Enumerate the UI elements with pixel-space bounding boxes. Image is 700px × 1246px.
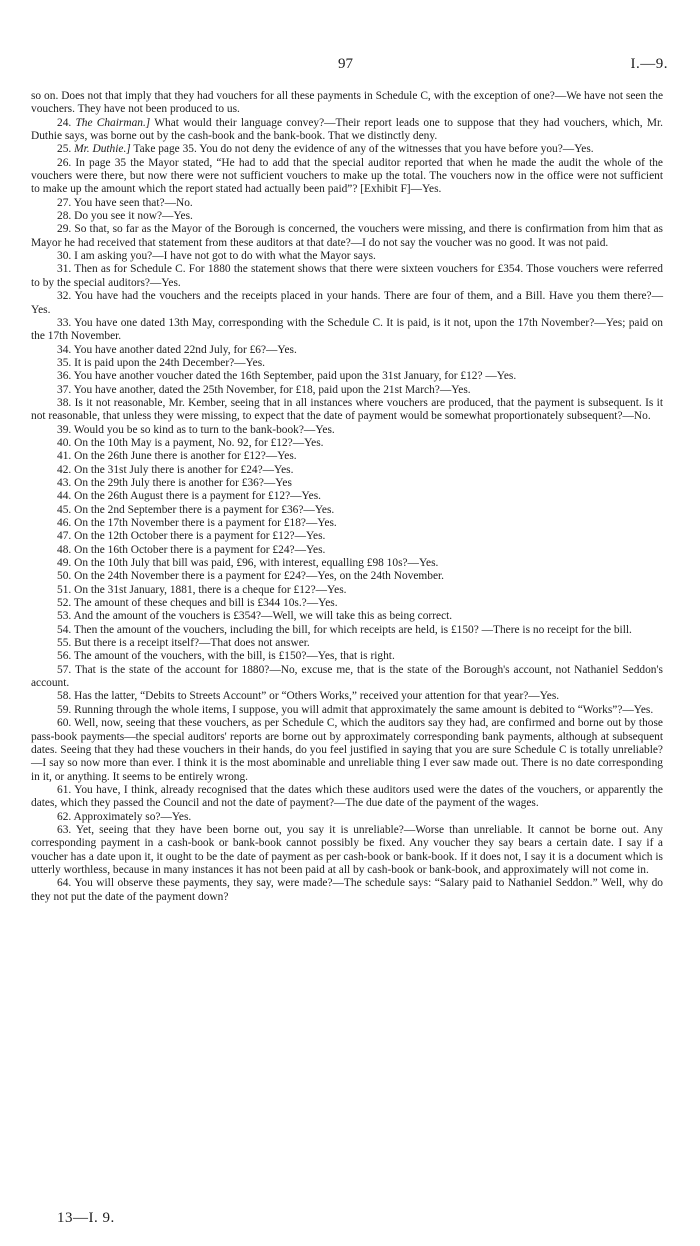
testimony-item <box>31 637 663 650</box>
testimony-text: So that, so far as the Mayor of the Borough is concerned, the vouchers were missing, and there is confirmation from him that as Mayor he had received that statement from these auditors at that date?—I do not say the voucher was no good. It was not paid. <box>31 223 663 249</box>
testimony-text: You have another voucher dated the 16th September, paid upon the 31st January, for £12? —Yes. <box>73 370 517 383</box>
question-number: 54. <box>57 623 72 636</box>
continued-text <box>31 90 663 117</box>
question-number: 44. <box>57 490 72 503</box>
question-number: 41. <box>57 450 72 463</box>
question-number: 56. <box>57 650 72 663</box>
question-number: 49. <box>57 557 72 570</box>
testimony-item <box>31 517 663 530</box>
testimony-text: I am asking you?—I have not got to do with what the Mayor says. <box>74 250 376 263</box>
testimony-text: The amount of the vouchers, with the bill, is £150?—Yes, that is right. <box>73 650 395 663</box>
testimony-item <box>31 263 663 290</box>
testimony-item <box>31 210 663 223</box>
testimony-item <box>31 397 663 424</box>
testimony-text: You have had the vouchers and the receipts placed in your hands. There are four of them, and a Bill. Have you them there?—Yes. <box>31 290 663 316</box>
question-number: 48. <box>57 543 72 556</box>
testimony-item <box>31 504 663 517</box>
testimony-item <box>31 424 663 437</box>
question-number: 29. <box>57 223 72 236</box>
testimony-text: On the 26th August there is a payment for £12?—Yes. <box>74 490 321 503</box>
question-number: 25. <box>57 143 72 156</box>
testimony-item <box>31 690 663 703</box>
testimony-item <box>31 824 663 877</box>
testimony-text: You have seen that?—No. <box>73 196 193 209</box>
signature-mark: 13—I. 9. <box>57 1210 115 1226</box>
page-number: 97 <box>338 56 353 72</box>
page-header <box>0 56 700 76</box>
testimony-text: On the 29th July there is another for £36?—Yes <box>74 476 292 489</box>
testimony-text: And the amount of the vouchers is £354?—Well, we will take this as being correct. <box>73 610 453 623</box>
question-number: 42. <box>57 463 72 476</box>
testimony-text: That is the state of the account for 1880?—No, excuse me, that is the state of the Borough's account, not Nathaniel Seddon's account. <box>31 663 663 690</box>
question-number: 31. <box>57 263 72 276</box>
question-number: 45. <box>57 503 72 516</box>
testimony-item <box>31 464 663 477</box>
question-number: 64. <box>57 877 72 890</box>
speaker-name: Mr. Duthie.] <box>74 143 131 156</box>
testimony-item <box>31 650 663 663</box>
testimony-text: On the 26th June there is another for £12?—Yes. <box>74 450 297 463</box>
document-reference: I.—9. <box>630 56 668 72</box>
testimony-item <box>31 450 663 463</box>
question-number: 55. <box>57 637 72 650</box>
testimony-text: Well, now, seeing that these vouchers, as per Schedule C, which the auditors say they had, are confirmed and borne out by those pass-book payments—the special auditors' reports are borne out by approximately corresponding bank payments, although at subsequent dates. Seeing that they had these vouchers in their hands, do you feel justified in saying that you are sure Schedule C is totally unreliable?—I say so now more than ever. I think it is the most abominable and unreliable thing I ever saw made out. There is no date corresponding in it, or anything. It seems to be entirely wrong. <box>31 717 663 783</box>
testimony-item <box>31 784 663 811</box>
testimony-item <box>31 557 663 570</box>
question-number: 50. <box>57 570 72 583</box>
testimony-text: On the 2nd September there is a payment for £36?—Yes. <box>74 503 335 516</box>
testimony-item <box>31 490 663 503</box>
testimony-item <box>31 544 663 557</box>
question-number: 38. <box>57 396 72 409</box>
question-number: 58. <box>57 690 72 703</box>
testimony-text: Is it not reasonable, Mr. Kember, seeing that in all instances where vouchers are produced, that the payment is subsequent. Is it not reasonable, that unless they were missing, to expect that the date of payment would be somewhat proportionately subsequent?—No. <box>31 396 663 423</box>
testimony-text: On the 31st July there is another for £24?—Yes. <box>74 463 294 476</box>
question-number: 30. <box>57 250 72 263</box>
testimony-text: On the 10th May is a payment, No. 92, for £12?—Yes. <box>74 436 324 449</box>
testimony-text: Would you be so kind as to turn to the bank-book?—Yes. <box>73 423 335 436</box>
testimony-item <box>31 250 663 263</box>
question-number: 53. <box>57 610 72 623</box>
testimony-text: In page 35 the Mayor stated, “He had to add that the special auditor reported that when he made the audit the whole of the vouchers were there, but now there were not sufficient vouchers to make up the total. The vouchers now in the office were not sufficient to make up the amount which the report stated had actually been paid”? [Exhibit F]—Yes. <box>31 156 663 196</box>
testimony-text: On the 16th October there is a payment for £24?—Yes. <box>74 543 326 556</box>
question-number: 52. <box>57 597 72 610</box>
testimony-item <box>31 811 663 824</box>
question-number: 63. <box>57 823 72 836</box>
testimony-text: On the 10th July that bill was paid, £96, with interest, equalling £98 10s?—Yes. <box>74 557 439 570</box>
question-number: 39. <box>57 423 72 436</box>
testimony-text: Yet, seeing that they have been borne out, you say it is unreliable?—Worse than unreliable. It cannot be borne out. Any corresponding payment in a cash-book or bank-book cannot possibly be fixed. Any voucher they say bears a certain date. I say if a voucher has a date upon it, it ought to be the date of payment as per cash-book or bank-book. If it does not, I say it is a document which is utterly worthless, because in many instances it has not been paid at all by cash-book or bank-book, and approximately will not come in. <box>31 823 663 876</box>
testimony-item <box>31 290 663 317</box>
testimony-item <box>31 197 663 210</box>
testimony-item <box>31 357 663 370</box>
testimony-text: so on. Does not that imply that they had vouchers for all these payments in Schedule C, with the exception of one?—We have not seen the vouchers. They have not been produced to us. <box>31 90 663 116</box>
question-number: 37. <box>57 383 72 396</box>
question-number: 36. <box>57 370 72 383</box>
testimony-text: But there is a receipt itself?—That does not answer. <box>74 637 310 650</box>
testimony-text: On the 24th November there is a payment for £24?—Yes, on the 24th November. <box>74 570 445 583</box>
testimony-text: On the 17th November there is a payment for £18?—Yes. <box>74 517 337 529</box>
testimony-item <box>31 704 663 717</box>
testimony-text: You have another, dated the 25th November, for £18, paid upon the 21st March?—Yes. <box>73 383 471 396</box>
question-number: 47. <box>57 530 72 543</box>
testimony-text: Approximately so?—Yes. <box>73 810 192 823</box>
question-number: 35. <box>57 356 72 369</box>
speaker-name: The Chairman.] <box>75 116 151 129</box>
testimony-item <box>31 597 663 610</box>
question-number: 59. <box>57 703 72 716</box>
testimony-item <box>31 664 663 691</box>
question-number: 51. <box>57 583 72 596</box>
testimony-item <box>31 584 663 597</box>
testimony-text: Then as for Schedule C. For 1880 the statement shows that there were sixteen vouchers for £354. Those vouchers were referred to by the special auditors?—Yes. <box>31 263 663 289</box>
testimony-item <box>31 317 663 344</box>
testimony-body <box>31 90 663 904</box>
question-number: 46. <box>57 517 72 529</box>
question-number: 34. <box>57 343 72 356</box>
testimony-text: You have, I think, already recognised that the dates which these auditors used were the dates of the vouchers, or apparently the dates, which they passed the Council and not the date of payment?—The due date of the payment of the wages. <box>31 783 663 810</box>
testimony-text: It is paid upon the 24th December?—Yes. <box>74 356 265 369</box>
testimony-text: What would their language convey?—Their report leads one to suppose that they had vouchers, which, Mr. Duthie says, was borne out by the cash-book and the bank-book. That we distinctly deny. <box>31 116 663 143</box>
testimony-item <box>31 610 663 623</box>
testimony-item <box>31 877 663 904</box>
testimony-item <box>31 477 663 490</box>
testimony-text: Then the amount of the vouchers, including the bill, for which receipts are held, is £150? —There is no receipt for the bill. <box>73 623 632 636</box>
testimony-item <box>31 223 663 250</box>
question-number: 33. <box>57 316 72 329</box>
testimony-text: On the 12th October there is a payment for £12?—Yes. <box>74 530 326 543</box>
question-number: 43. <box>57 476 72 489</box>
testimony-item <box>31 437 663 450</box>
testimony-item <box>31 143 663 156</box>
question-number: 62. <box>57 810 72 823</box>
testimony-text: The amount of these cheques and bill is £344 10s.?—Yes. <box>73 597 338 610</box>
question-number: 32. <box>57 290 72 303</box>
testimony-item <box>31 717 663 784</box>
testimony-item <box>31 384 663 397</box>
testimony-item <box>31 624 663 637</box>
testimony-text: Take page 35. You do not deny the evidence of any of the witnesses that you have before you?—Yes. <box>133 143 594 156</box>
testimony-item <box>31 117 663 144</box>
question-number: 27. <box>57 196 72 209</box>
question-number: 57. <box>57 663 72 676</box>
testimony-text: Has the latter, “Debits to Streets Account” or “Others Works,” received your attention for that year?—Yes. <box>74 690 560 703</box>
question-number: 28. <box>57 210 72 223</box>
testimony-text: On the 31st January, 1881, there is a cheque for £12?—Yes. <box>74 583 347 596</box>
question-number: 26. <box>57 156 72 169</box>
testimony-item <box>31 157 663 197</box>
testimony-text: You have another dated 22nd July, for £6?—Yes. <box>73 343 297 356</box>
question-number: 60. <box>57 717 72 730</box>
testimony-item <box>31 344 663 357</box>
testimony-item <box>31 570 663 583</box>
testimony-item <box>31 530 663 543</box>
testimony-text: You will observe these payments, they say, were made?—The schedule says: “Salary paid to Nathaniel Seddon.” Well, why do they not put the date of the payment down? <box>31 877 663 903</box>
question-number: 24. <box>57 116 72 129</box>
testimony-text: Do you see it now?—Yes. <box>74 210 193 223</box>
testimony-text: Running through the whole items, I suppose, you will admit that approximately the same amount is debited to “Works”?—Yes. <box>74 703 654 716</box>
question-number: 40. <box>57 436 72 449</box>
testimony-item <box>31 370 663 383</box>
testimony-text: You have one dated 13th May, corresponding with the Schedule C. It is paid, is it not, upon the 17th November?—Yes; paid on the 17th November. <box>31 316 663 343</box>
question-number: 61. <box>57 783 72 796</box>
